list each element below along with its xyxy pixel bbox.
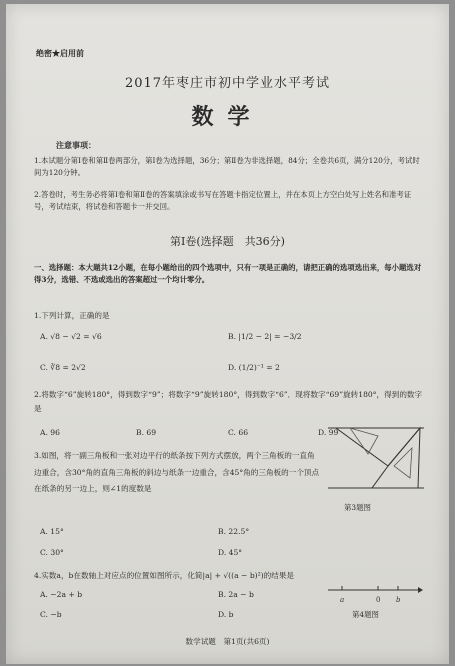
question-4-figure-caption: 第4题图	[352, 610, 379, 619]
axis-label-b: b	[396, 596, 401, 604]
question-2-option-d: D. 99	[318, 428, 339, 437]
axis-label-zero: 0	[376, 596, 381, 604]
question-4-number-line	[324, 580, 424, 610]
question-3-option-c: C. 30°	[40, 548, 64, 557]
question-4-option-a: A. −2a + b	[40, 590, 83, 599]
page-footer: 数学试题 第1页(共6页)	[185, 637, 270, 646]
question-3-figure	[328, 414, 424, 506]
section-title: 第Ⅰ卷(选择题 共36分)	[170, 235, 285, 248]
question-2-stem: 2.将数字“6”旋转180°，得到数字“9”；将数字“9”旋转180°，得到数字“6”．现将数字“69”旋转180°，得到的数字是	[34, 390, 423, 413]
question-3-option-a: A. 15°	[40, 527, 64, 536]
subject-title: 数学	[191, 104, 264, 130]
question-1-option-a: A. √8 − √2 = √6	[40, 332, 102, 341]
note-item-2: 2.答卷时，考生务必将第Ⅰ卷和第Ⅱ卷的答案填涂或书写在答题卡指定位置上，并在本页上方空白处写上姓名和准考证号，考试结束，将试卷和答题卡一并交回。	[34, 190, 412, 211]
question-3-stem: 3.如图，将一副三角板和一张对边平行的纸条按下列方式摆放，两个三角板的一直角边重合，含30°角的直角三角板的斜边与纸条一边重合，含45°角的三角板的一个顶点在纸条的另一边上，则∠1的度数是	[34, 451, 320, 493]
question-2-option-c: C. 66	[228, 428, 249, 437]
question-3-option-b: B. 22.5°	[218, 527, 250, 536]
question-3-option-d: D. 45°	[218, 548, 243, 557]
question-2-option-b: B. 69	[136, 428, 157, 437]
question-4-option-d: D. b	[218, 610, 234, 619]
confidential-label: 绝密★启用前	[36, 48, 84, 58]
exam-page	[6, 4, 449, 664]
question-4-option-c: C. −b	[40, 610, 62, 619]
question-1-option-d: D. (1/2)⁻¹ = 2	[228, 363, 280, 372]
exam-title: 2017年枣庄市初中学业水平考试	[124, 76, 331, 91]
notes-title: 注意事项：	[56, 140, 96, 150]
question-1-option-b: B. |1/2 − 2| = −3/2	[228, 332, 302, 341]
question-1-stem: 1.下列计算，正确的是	[34, 311, 110, 320]
question-3-figure-caption: 第3题图	[344, 503, 371, 512]
question-1-option-c: C. ∛8 = 2√2	[40, 363, 86, 372]
question-4-option-b: B. 2a − b	[218, 590, 254, 599]
note-item-1: 1.本试题分第Ⅰ卷和第Ⅱ卷两部分，第Ⅰ卷为选择题，36分；第Ⅱ卷为非选择题，84分；全卷共6页，满分120分，考试时间为120分钟。	[34, 156, 420, 177]
axis-label-a: a	[340, 596, 345, 604]
question-2-option-a: A. 96	[40, 428, 60, 437]
question-4-stem: 4.实数a，b在数轴上对应点的位置如图所示，化简|a| + √((a − b)²)的结果是	[34, 571, 295, 580]
section-instructions: 一、选择题：本大题共12小题，在每小题给出的四个选项中，只有一项是正确的，请把正确的选项选出来，每小题选对得3分，选错、不选或选出的答案超过一个均计零分。	[34, 263, 422, 284]
